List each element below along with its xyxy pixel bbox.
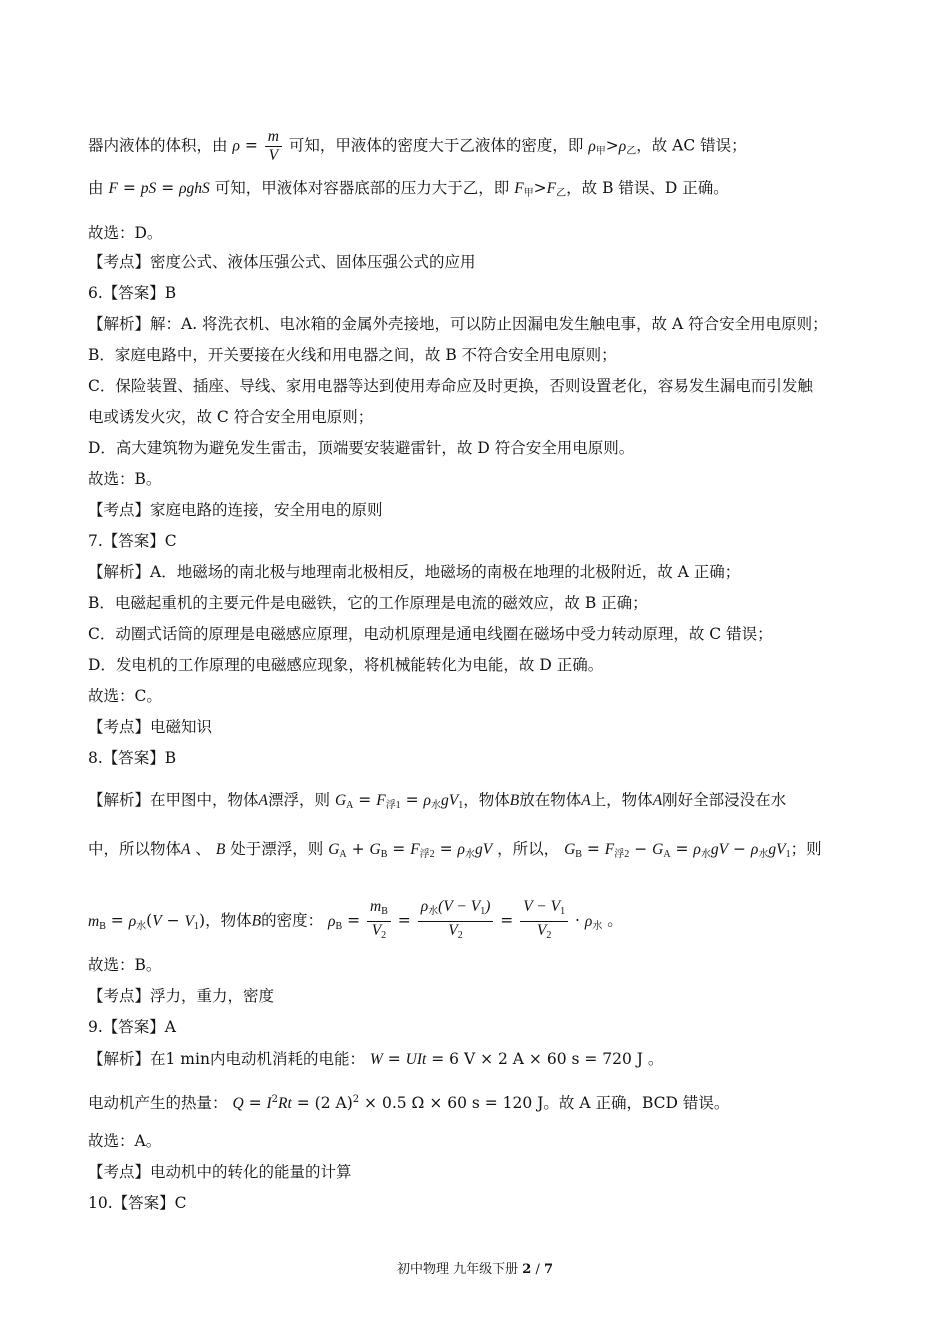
text-line: 【解析】A．地磁场的南北极与地理南北极相反，地磁场的南极在地理的北极附近，故 A 正确；	[88, 563, 741, 581]
page-footer: 初中物理 九年级下册 2 / 7	[396, 1262, 554, 1277]
text-line: B．家庭电路中，开关要接在火线和用电器之间，故 B 不符合安全用电原则；	[88, 346, 617, 364]
answer-heading: 6.【答案】B	[88, 284, 177, 302]
text-line: D．发电机的工作原理的电磁感应现象，将机械能转化为电能，故 D 正确。	[88, 656, 604, 674]
text-line: 由 F = pS = ρghS 可知，甲液体对容器底部的压力大于乙，即 $F_甲>F_乙$，故 B 错误、D 正确。	[88, 179, 729, 199]
text-line: 电或诱发火灾，故 C 符合安全用电原则；	[88, 408, 374, 426]
formula-fraction: $\frac{m}{V}$	[265, 128, 282, 165]
text-line: 【考点】密度公式、液体压强公式、固体压强公式的应用	[88, 253, 476, 271]
answer-heading: 8.【答案】B	[88, 749, 177, 767]
text-line: 故选：A。	[88, 1132, 162, 1150]
text-line: 故选：B。	[88, 470, 162, 488]
text-line: 【考点】电磁知识	[88, 718, 213, 736]
text-line: 电动机产生的热量： $Q = I^2Rt = (2$ A)$^2$ × 0.5 Ω × 60 s = 120 J。故 A 正确，BCD 错误。	[88, 1094, 730, 1112]
text-line: 【解析】在1 min内电动机消耗的电能： W = UIt = 6 V × 2 A × 60 s = 720 J 。	[88, 1050, 664, 1068]
text-line: 【考点】家庭电路的连接，安全用电的原则	[88, 501, 383, 519]
text-line: 【解析】解：A. 将洗衣机、电冰箱的金属外壳接地，可以防止因漏电发生触电事，故 A 符合安全用电原则；	[88, 315, 828, 333]
text-line: 【考点】浮力，重力，密度	[88, 987, 275, 1005]
text-line: 故选：B。	[88, 956, 162, 974]
text-line: C．保险装置、插座、导线、家用电器等达到使用寿命应及时更换，否则设置老化，容易发生漏电而引发触	[88, 377, 813, 395]
answer-heading: 9.【答案】A	[88, 1018, 176, 1036]
text-line: 【考点】电动机中的转化的能量的计算	[88, 1163, 352, 1181]
footer-page-number: 2	[522, 1262, 532, 1277]
footer-page-total: 7	[543, 1262, 554, 1277]
text-line: D．高大建筑物为避免发生雷击，顶端要安装避雷针，故 D 符合安全用电原则。	[88, 439, 635, 457]
text-line: 器内液体的体积，由 ρ = $\frac{m}{V}$ 可知，甲液体的密度大于乙液体的密度，即 $\rho_甲>\rho_乙$，故 AC 错误；	[88, 128, 747, 164]
text-line: 【解析】在甲图中，物体A漂浮，则 $G_A = F_{浮1} = \rho_水gV_1$，物体B放在物体A上，物体A刚好全部浸没在水	[88, 791, 787, 811]
text-line: 故选：C。	[88, 687, 162, 705]
answer-heading: 10.【答案】C	[88, 1194, 187, 1212]
footer-subject: 初中物理 九年级下册	[396, 1262, 519, 1277]
text-line: $m_B = \rho_水(V - V_1)$，物体B的密度： $\rho_B$ = $\frac{m_B}{V_2}$ = $\frac{\rho_水(V - V_1)}{V_2}$ = $\frac{V - V_1}{V_2}$ · $\rho_水$ 。	[88, 898, 623, 941]
text-line: B．电磁起重机的主要元件是电磁铁，它的工作原理是电流的磁效应，故 B 正确；	[88, 594, 648, 612]
text-line: C．动圈式话筒的原理是电磁感应原理，电动机原理是通电线圈在磁场中受力转动原理，故 C 错误；	[88, 625, 773, 643]
answer-heading: 7.【答案】C	[88, 532, 177, 550]
text-line: 中，所以物体A 、 B 处于漂浮，则 $G_A + G_B = F_{浮2} = \rho_水gV$ ，所以， $G_B = F_{浮2} - G_A = \rho_水gV - \rho_水gV_1$；则	[88, 840, 822, 860]
text-line: 故选：D。	[88, 224, 163, 242]
